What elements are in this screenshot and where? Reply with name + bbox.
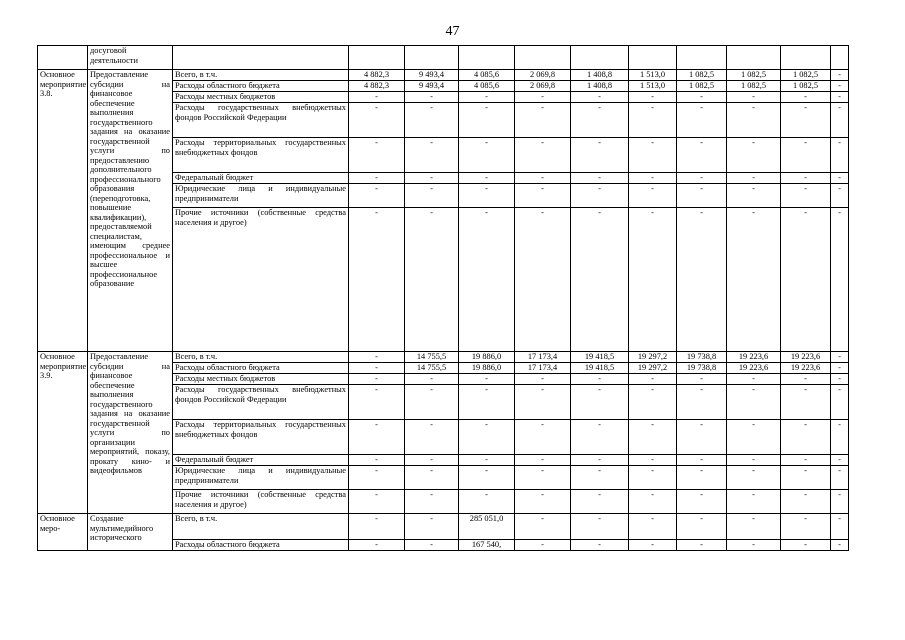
- amount-cell: -: [459, 466, 515, 490]
- amount-cell: -: [405, 92, 459, 103]
- amount-cell: 19 418,5: [571, 363, 629, 374]
- amount-cell: -: [629, 173, 677, 184]
- amount-cell: -: [831, 184, 849, 208]
- amount-cell: 19 223,6: [727, 363, 781, 374]
- amount-cell: 167 540,: [459, 540, 515, 551]
- amount-cell: -: [405, 208, 459, 352]
- amount-cell: -: [515, 184, 571, 208]
- amount-cell: 19 223,6: [727, 352, 781, 363]
- amount-cell: -: [677, 385, 727, 420]
- amount-cell: 4 085,6: [459, 81, 515, 92]
- amount-cell: -: [405, 173, 459, 184]
- amount-cell: -: [629, 514, 677, 540]
- amount-cell: -: [831, 540, 849, 551]
- amount-cell: 19 297,2: [629, 363, 677, 374]
- table-row: [38, 352, 849, 363]
- amount-cell: -: [677, 138, 727, 173]
- empty-cell: [405, 46, 459, 70]
- amount-cell: -: [831, 374, 849, 385]
- amount-cell: -: [629, 208, 677, 352]
- amount-cell: 9 493,4: [405, 70, 459, 81]
- amount-cell: -: [459, 173, 515, 184]
- funding-source-cell: Расходы областного бюджета: [173, 363, 349, 374]
- amount-cell: -: [349, 466, 405, 490]
- amount-cell: -: [515, 385, 571, 420]
- funding-source-cell: Прочие источники (собственные средства населения и другое): [173, 208, 349, 352]
- amount-cell: 1 082,5: [677, 70, 727, 81]
- amount-cell: -: [405, 374, 459, 385]
- amount-cell: 1 082,5: [727, 70, 781, 81]
- amount-cell: 1 408,8: [571, 70, 629, 81]
- funding-source-cell: Федеральный бюджет: [173, 455, 349, 466]
- amount-cell: -: [781, 208, 831, 352]
- amount-cell: -: [349, 374, 405, 385]
- funding-source-cell: Расходы местных бюджетов: [173, 92, 349, 103]
- amount-cell: -: [349, 173, 405, 184]
- amount-cell: 2 069,8: [515, 81, 571, 92]
- program-cell: Основное мероприятие 3.8.: [38, 70, 88, 352]
- program-cell: Основное меро-: [38, 514, 88, 551]
- amount-cell: -: [515, 374, 571, 385]
- amount-cell: -: [571, 514, 629, 540]
- amount-cell: -: [515, 466, 571, 490]
- amount-cell: -: [629, 420, 677, 455]
- amount-cell: -: [727, 490, 781, 514]
- amount-cell: -: [405, 490, 459, 514]
- empty-cell: [459, 46, 515, 70]
- amount-cell: -: [459, 490, 515, 514]
- amount-cell: -: [629, 374, 677, 385]
- amount-cell: -: [571, 385, 629, 420]
- amount-cell: -: [727, 540, 781, 551]
- amount-cell: -: [629, 92, 677, 103]
- amount-cell: -: [629, 385, 677, 420]
- amount-cell: -: [781, 374, 831, 385]
- amount-cell: -: [677, 208, 727, 352]
- funding-source-cell: Расходы областного бюджета: [173, 81, 349, 92]
- amount-cell: 1 513,0: [629, 70, 677, 81]
- amount-cell: -: [831, 514, 849, 540]
- amount-cell: -: [405, 514, 459, 540]
- amount-cell: -: [781, 490, 831, 514]
- amount-cell: 14 755,5: [405, 363, 459, 374]
- amount-cell: -: [405, 455, 459, 466]
- amount-cell: -: [677, 514, 727, 540]
- table-row: [38, 514, 849, 540]
- amount-cell: -: [515, 138, 571, 173]
- funding-source-cell: Расходы территориальных государственных внебюджетных фондов: [173, 420, 349, 455]
- amount-cell: -: [459, 138, 515, 173]
- empty-cell: [781, 46, 831, 70]
- amount-cell: -: [349, 352, 405, 363]
- funding-source-cell: Расходы местных бюджетов: [173, 374, 349, 385]
- amount-cell: 4 882,3: [349, 81, 405, 92]
- amount-cell: -: [677, 184, 727, 208]
- event-name-cell: досуговой деятельности: [88, 46, 173, 70]
- amount-cell: -: [677, 420, 727, 455]
- amount-cell: -: [405, 540, 459, 551]
- amount-cell: 19 418,5: [571, 352, 629, 363]
- amount-cell: -: [349, 138, 405, 173]
- amount-cell: -: [349, 184, 405, 208]
- amount-cell: -: [831, 173, 849, 184]
- funding-source-cell: Юридические лица и индивидуальные предприниматели: [173, 184, 349, 208]
- event-name-cell: Предоставление субсидии на финансовое обеспечение выполнения государственного задания на оказание государственной услуги по предоставлению дополнительного профессионального образования (переподготовка, повышение квалификации), предоставляемой специалистам, имеющим среднее профессиональное и высшее профессиональное образование: [88, 70, 173, 352]
- amount-cell: -: [831, 455, 849, 466]
- amount-cell: 1 513,0: [629, 81, 677, 92]
- amount-cell: -: [727, 420, 781, 455]
- amount-cell: -: [349, 420, 405, 455]
- amount-cell: 19 886,0: [459, 352, 515, 363]
- amount-cell: -: [831, 208, 849, 352]
- table-row: [38, 70, 849, 81]
- amount-cell: -: [349, 490, 405, 514]
- amount-cell: -: [405, 385, 459, 420]
- amount-cell: -: [571, 208, 629, 352]
- funding-source-cell: Расходы государственных внебюджетных фондов Российской Федерации: [173, 103, 349, 138]
- empty-cell: [173, 46, 349, 70]
- amount-cell: -: [629, 540, 677, 551]
- amount-cell: -: [727, 385, 781, 420]
- amount-cell: -: [727, 92, 781, 103]
- amount-cell: -: [727, 455, 781, 466]
- amount-cell: -: [349, 385, 405, 420]
- amount-cell: -: [459, 103, 515, 138]
- amount-cell: 19 886,0: [459, 363, 515, 374]
- event-name-cell: Предоставление субсидии на финансовое обеспечение выполнения государственного задания на оказание государственной услуги по организации мероприятий, показу, прокату кино- и видеофильмов: [88, 352, 173, 514]
- amount-cell: -: [571, 455, 629, 466]
- amount-cell: -: [571, 103, 629, 138]
- amount-cell: -: [571, 184, 629, 208]
- amount-cell: -: [677, 103, 727, 138]
- budget-table: [37, 45, 849, 551]
- empty-cell: [677, 46, 727, 70]
- amount-cell: 19 297,2: [629, 352, 677, 363]
- empty-cell: [629, 46, 677, 70]
- amount-cell: -: [405, 103, 459, 138]
- amount-cell: -: [831, 103, 849, 138]
- page-number: 47: [445, 24, 460, 39]
- funding-source-cell: Расходы областного бюджета: [173, 540, 349, 551]
- amount-cell: 1 082,5: [781, 81, 831, 92]
- funding-source-cell: Юридические лица и индивидуальные предприниматели: [173, 466, 349, 490]
- amount-cell: -: [781, 540, 831, 551]
- funding-source-cell: Расходы государственных внебюджетных фондов Российской Федерации: [173, 385, 349, 420]
- amount-cell: -: [459, 385, 515, 420]
- amount-cell: -: [677, 173, 727, 184]
- amount-cell: -: [629, 184, 677, 208]
- amount-cell: -: [515, 420, 571, 455]
- empty-cell: [515, 46, 571, 70]
- amount-cell: -: [727, 173, 781, 184]
- amount-cell: -: [349, 540, 405, 551]
- empty-cell: [571, 46, 629, 70]
- amount-cell: -: [349, 103, 405, 138]
- amount-cell: -: [629, 455, 677, 466]
- amount-cell: 1 082,5: [727, 81, 781, 92]
- amount-cell: -: [781, 173, 831, 184]
- amount-cell: -: [781, 92, 831, 103]
- amount-cell: -: [571, 374, 629, 385]
- amount-cell: -: [727, 514, 781, 540]
- amount-cell: -: [459, 208, 515, 352]
- amount-cell: -: [629, 138, 677, 173]
- program-cell: [38, 46, 88, 70]
- funding-source-cell: Расходы территориальных государственных внебюджетных фондов: [173, 138, 349, 173]
- empty-cell: [831, 46, 849, 70]
- amount-cell: -: [831, 81, 849, 92]
- amount-cell: 17 173,4: [515, 352, 571, 363]
- amount-cell: -: [515, 92, 571, 103]
- amount-cell: -: [571, 92, 629, 103]
- amount-cell: -: [571, 490, 629, 514]
- amount-cell: -: [571, 173, 629, 184]
- amount-cell: -: [571, 466, 629, 490]
- empty-cell: [727, 46, 781, 70]
- amount-cell: 285 051,0: [459, 514, 515, 540]
- amount-cell: -: [571, 540, 629, 551]
- amount-cell: -: [349, 514, 405, 540]
- amount-cell: -: [515, 514, 571, 540]
- amount-cell: -: [349, 92, 405, 103]
- amount-cell: -: [515, 455, 571, 466]
- amount-cell: 17 173,4: [515, 363, 571, 374]
- amount-cell: -: [405, 466, 459, 490]
- funding-source-cell: Прочие источники (собственные средства населения и другое): [173, 490, 349, 514]
- amount-cell: -: [515, 490, 571, 514]
- funding-source-cell: Всего, в т.ч.: [173, 514, 349, 540]
- amount-cell: -: [515, 103, 571, 138]
- amount-cell: 19 223,6: [781, 352, 831, 363]
- amount-cell: -: [677, 92, 727, 103]
- amount-cell: -: [571, 420, 629, 455]
- amount-cell: -: [831, 385, 849, 420]
- amount-cell: -: [629, 466, 677, 490]
- amount-cell: -: [781, 466, 831, 490]
- amount-cell: -: [727, 138, 781, 173]
- amount-cell: 9 493,4: [405, 81, 459, 92]
- amount-cell: -: [677, 540, 727, 551]
- amount-cell: -: [349, 363, 405, 374]
- amount-cell: -: [831, 138, 849, 173]
- amount-cell: -: [727, 466, 781, 490]
- amount-cell: 4 085,6: [459, 70, 515, 81]
- funding-source-cell: Всего, в т.ч.: [173, 352, 349, 363]
- amount-cell: -: [727, 208, 781, 352]
- amount-cell: -: [781, 103, 831, 138]
- amount-cell: -: [405, 184, 459, 208]
- amount-cell: 19 738,8: [677, 363, 727, 374]
- amount-cell: 1 082,5: [781, 70, 831, 81]
- amount-cell: -: [677, 466, 727, 490]
- amount-cell: -: [629, 490, 677, 514]
- amount-cell: -: [781, 514, 831, 540]
- amount-cell: 1 082,5: [677, 81, 727, 92]
- amount-cell: -: [677, 374, 727, 385]
- amount-cell: -: [349, 208, 405, 352]
- amount-cell: -: [349, 455, 405, 466]
- amount-cell: 19 738,8: [677, 352, 727, 363]
- amount-cell: -: [831, 363, 849, 374]
- amount-cell: -: [459, 92, 515, 103]
- amount-cell: -: [727, 184, 781, 208]
- amount-cell: 1 408,8: [571, 81, 629, 92]
- amount-cell: -: [405, 138, 459, 173]
- amount-cell: -: [831, 420, 849, 455]
- amount-cell: -: [781, 420, 831, 455]
- amount-cell: -: [781, 184, 831, 208]
- amount-cell: 19 223,6: [781, 363, 831, 374]
- amount-cell: -: [781, 455, 831, 466]
- amount-cell: -: [677, 490, 727, 514]
- funding-source-cell: Всего, в т.ч.: [173, 70, 349, 81]
- amount-cell: -: [515, 173, 571, 184]
- amount-cell: -: [571, 138, 629, 173]
- program-cell: Основное мероприятие 3.9.: [38, 352, 88, 514]
- amount-cell: -: [831, 466, 849, 490]
- amount-cell: -: [629, 103, 677, 138]
- amount-cell: 4 882,3: [349, 70, 405, 81]
- amount-cell: 2 069,8: [515, 70, 571, 81]
- empty-cell: [349, 46, 405, 70]
- funding-source-cell: Федеральный бюджет: [173, 173, 349, 184]
- amount-cell: -: [515, 540, 571, 551]
- amount-cell: -: [677, 455, 727, 466]
- amount-cell: -: [781, 138, 831, 173]
- amount-cell: -: [831, 490, 849, 514]
- table-row: [38, 46, 849, 70]
- amount-cell: -: [831, 352, 849, 363]
- amount-cell: -: [459, 374, 515, 385]
- amount-cell: -: [781, 385, 831, 420]
- amount-cell: -: [459, 420, 515, 455]
- amount-cell: -: [515, 208, 571, 352]
- amount-cell: -: [831, 70, 849, 81]
- event-name-cell: Создание мультимедийного исторического: [88, 514, 173, 551]
- amount-cell: -: [727, 374, 781, 385]
- amount-cell: 14 755,5: [405, 352, 459, 363]
- amount-cell: -: [459, 455, 515, 466]
- amount-cell: -: [727, 103, 781, 138]
- amount-cell: -: [831, 92, 849, 103]
- amount-cell: -: [459, 184, 515, 208]
- amount-cell: -: [405, 420, 459, 455]
